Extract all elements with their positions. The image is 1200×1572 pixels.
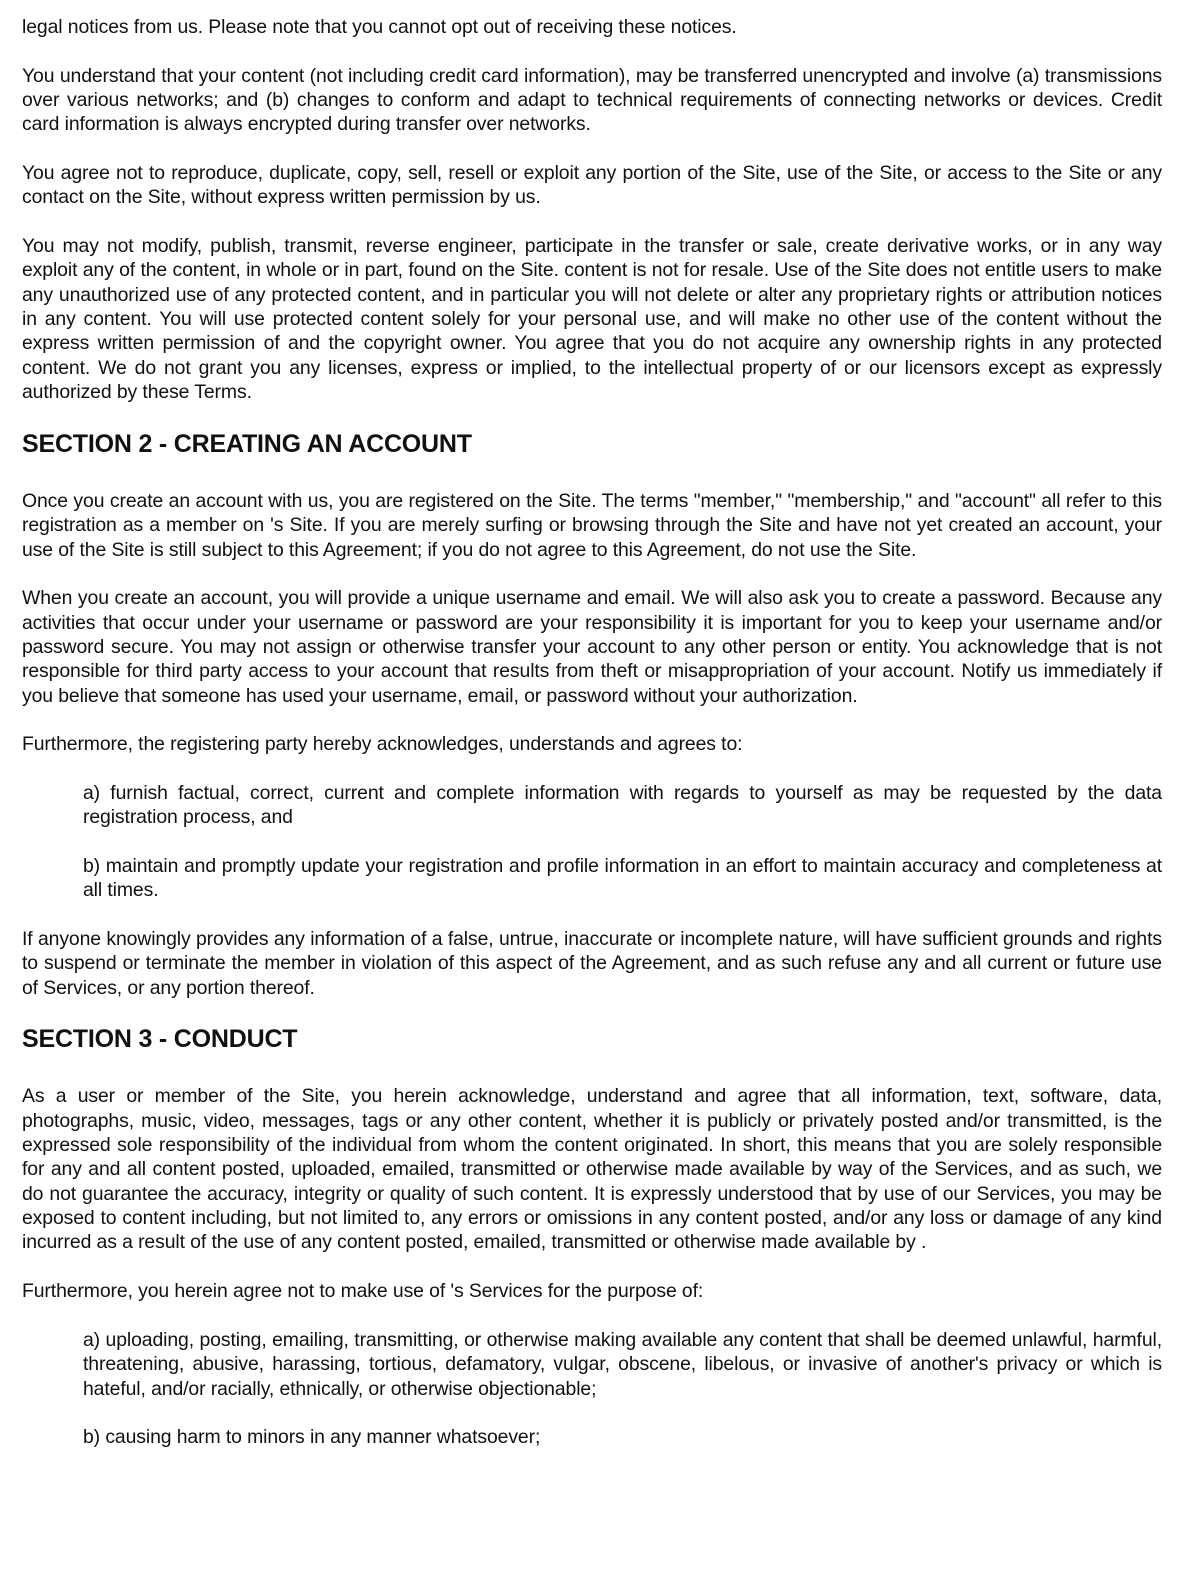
list-item: b) causing harm to minors in any manner whatsoever; (83, 1426, 541, 1449)
paragraph-no-reproduction: You agree not to reproduce, duplicate, copy, sell, resell or exploit any portion of the Site, use of the Site, or access to the Site or any contact on the Site, without express written permission by us. (22, 162, 1162, 209)
paragraph-registering-party-agrees: Furthermore, the registering party hereby acknowledges, understands and agrees to: (22, 733, 743, 756)
paragraph-services-purpose: Furthermore, you herein agree not to make use of 's Services for the purpose of: (22, 1280, 704, 1303)
paragraph-account-credentials: When you create an account, you will provide a unique username and email. We will also ask you to create a password. Because any activities that occur under your username or password are your responsibility it is important for you to keep your username and/or password secure. You may not assign or otherwise transfer your account to any other person or entity. You acknowledge that is not responsible for third party access to your account that results from theft or misappropriation of your account. Notify us immediately if you believe that someone has used your username, email, or password without your authorization. (22, 587, 1162, 707)
paragraph-no-modification: You may not modify, publish, transmit, reverse engineer, participate in the transfer or sale, create derivative works, or in any way exploit any of the content, in whole or in part, found on the Site. content is not for resale. Use of the Site does not entitle users to make any unauthorized use of any protected content, and in particular you will not delete or alter any proprietary rights or attribution notices in any content. You will use protected content solely for your personal use, and will make no other use of the content without the express written permission of and the copyright owner. You agree that you do not acquire any ownership rights in any protected content. We do not grant you any licenses, express or implied, to the intellectual property of or our licensors except as expressly authorized by these Terms. (22, 235, 1162, 404)
paragraph-content-responsibility: As a user or member of the Site, you herein acknowledge, understand and agree that all information, text, software, data, photographs, music, video, messages, tags or any other content, whether it is publicly or privately posted and/or transmitted, is the expressed sole responsibility of the individual from whom the content originated. In short, this means that you are solely responsible for any and all content posted, uploaded, emailed, transmitted or otherwise made available by way of the Services, and as such, we do not guarantee the accuracy, integrity or quality of such content. It is expressly understood that by use of our Services, you may be exposed to content including, but not limited to, any errors or omissions in any content posted, and/or any loss or damage of any kind incurred as a result of the use of any content posted, emailed, transmitted or otherwise made available by . (22, 1085, 1162, 1254)
paragraph-content-transfer: You understand that your content (not including credit card information), may be transferred unencrypted and involve (a) transmissions over various networks; and (b) changes to conform and adapt to technical requirements of connecting networks or devices. Credit card information is always encrypted during transfer over networks. (22, 64, 1162, 136)
paragraph-false-information: If anyone knowingly provides any information of a false, untrue, inaccurate or incomplete nature, will have sufficient grounds and rights to suspend or terminate the member in violation of this aspect of the Agreement, and as such refuse any and all current or future use of Services, or any portion thereof. (22, 928, 1162, 999)
section-2-heading: SECTION 2 - CREATING AN ACCOUNT (22, 429, 472, 458)
terms-document (22, 15, 1162, 1474)
paragraph-account-registration: Once you create an account with us, you are registered on the Site. The terms "member," "membership," and "account" all refer to this registration as a member on 's Site. If you are merely surfing or browsing through the Site and have not yet created an account, your use of the Site is still subject to this Agreement; if you do not agree to this Agreement, do not use the Site. (22, 489, 1162, 561)
section-3-heading: SECTION 3 - CONDUCT (22, 1025, 298, 1054)
list-item: a) furnish factual, correct, current and complete information with regards to yourself as may be requested by the data registration process, and (83, 781, 1162, 829)
paragraph-legal-notices: legal notices from us. Please note that you cannot opt out of receiving these notices. (22, 16, 737, 38)
list-item: b) maintain and promptly update your registration and profile information in an effort to maintain accuracy and completeness at all times. (83, 855, 1162, 902)
list-item: a) uploading, posting, emailing, transmitting, or otherwise making available any content that shall be deemed unlawful, harmful, threatening, abusive, harassing, tortious, defamatory, vulgar, obscene, libelous, or invasive of another's privacy or which is hateful, and/or racially, ethnically, or otherwise objectionable; (83, 1328, 1162, 1400)
